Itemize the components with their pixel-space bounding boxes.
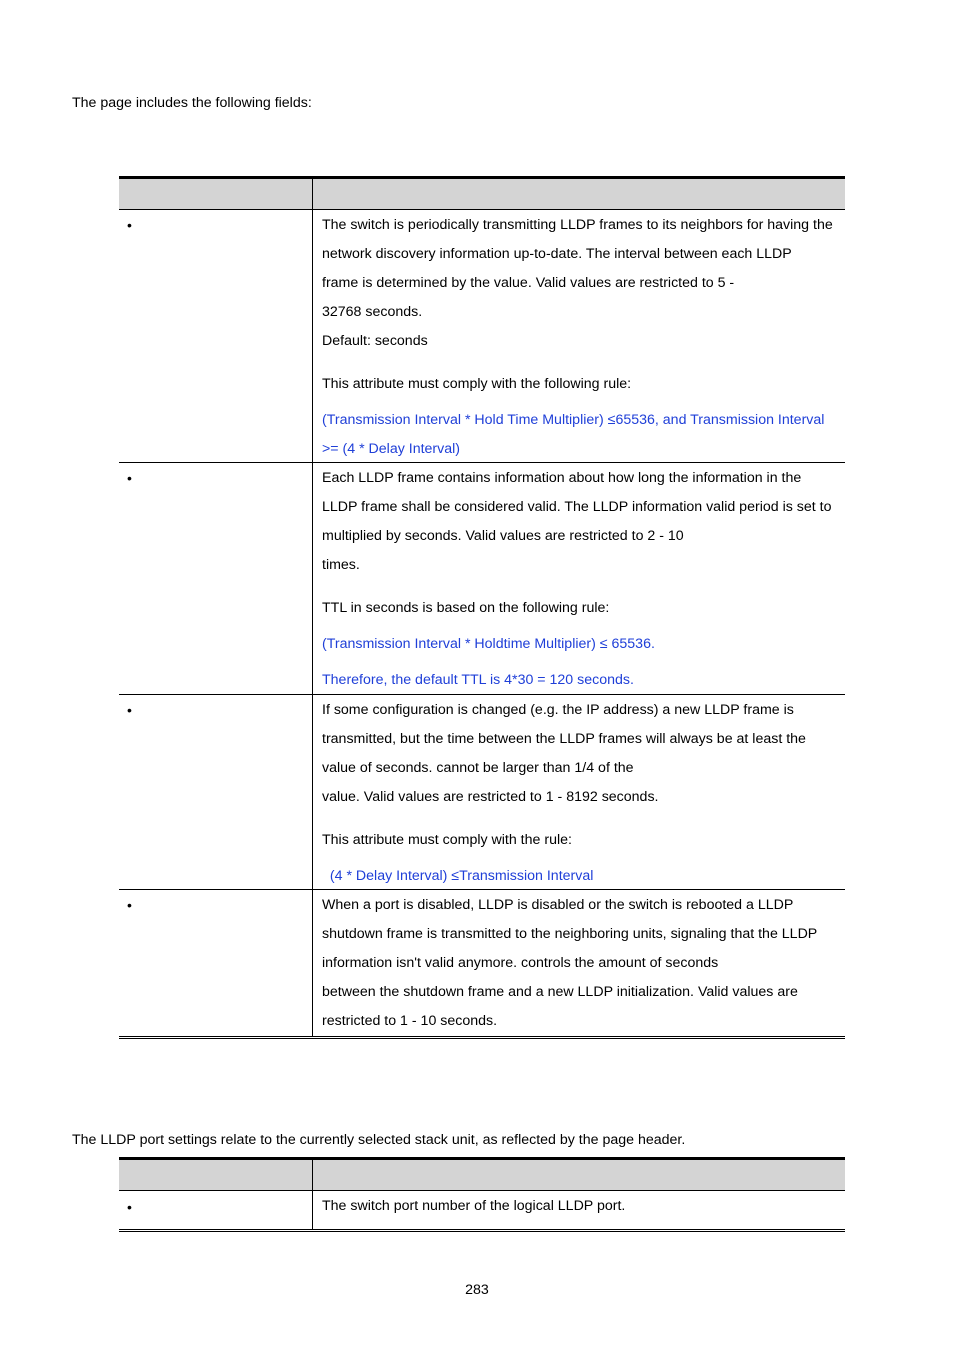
rule-intro: This attribute must comply with the rule:	[322, 832, 572, 848]
page-number: 283	[465, 1282, 489, 1298]
table-row-tx-reinit	[119, 890, 845, 1039]
table-header	[119, 176, 845, 210]
row-bullet: •	[127, 702, 132, 718]
desc-line: frame is determined by the value. Valid values are restricted to 5 -	[322, 275, 735, 291]
desc-line: The switch port number of the logical LLDP port.	[322, 1198, 626, 1214]
desc-line: times.	[322, 557, 360, 573]
desc-line: value. Valid values are restricted to 1 - 8192 seconds.	[322, 789, 659, 805]
table-row-tx-delay	[119, 695, 845, 890]
row-bullet: •	[127, 470, 132, 486]
desc-line: The switch is periodically transmitting LLDP frames to its neighbors for having the	[322, 217, 833, 233]
lldp-parameters-table	[119, 176, 845, 1039]
table-row-hold-multiplier	[119, 463, 845, 695]
rule-intro: TTL in seconds is based on the following rule:	[322, 600, 610, 616]
row-bullet: •	[127, 217, 132, 233]
intro-text: The page includes the following fields:	[72, 95, 312, 111]
row-bullet: •	[127, 1199, 132, 1215]
desc-line: transmitted, but the time between the LLDP frames will always be at least the	[322, 731, 806, 747]
desc-line: shutdown frame is transmitted to the neighboring units, signaling that the LLDP	[322, 926, 818, 942]
rule-text: (4 * Delay Interval) ≤Transmission Interval	[322, 868, 594, 884]
lldp-port-table	[119, 1157, 845, 1232]
port-settings-intro: The LLDP port settings relate to the currently selected stack unit, as reflected by the page header.	[72, 1132, 686, 1148]
desc-line: information isn't valid anymore. controls the amount of seconds	[322, 955, 719, 971]
desc-line: multiplied by seconds. Valid values are restricted to 2 - 10	[322, 528, 684, 544]
row-bullet: •	[127, 897, 132, 913]
desc-line: LLDP frame shall be considered valid. The LLDP information valid period is set to	[322, 499, 832, 515]
table-row-port	[119, 1191, 845, 1232]
rule-text: Therefore, the default TTL is 4*30 = 120 seconds.	[322, 672, 634, 688]
desc-line: value of seconds. cannot be larger than 1/4 of the	[322, 760, 634, 776]
default-line: Default: seconds	[322, 333, 428, 349]
rule-text: >= (4 * Delay Interval)	[322, 441, 460, 457]
table-header	[119, 1157, 845, 1191]
rule-intro: This attribute must comply with the following rule:	[322, 376, 632, 392]
rule-text: (Transmission Interval * Hold Time Multiplier) ≤65536, and Transmission Interval	[322, 412, 825, 428]
desc-line: 32768 seconds.	[322, 304, 423, 320]
table-row-tx-interval	[119, 210, 845, 463]
desc-line: between the shutdown frame and a new LLDP initialization. Valid values are	[322, 984, 798, 1000]
desc-line: When a port is disabled, LLDP is disabled or the switch is rebooted a LLDP	[322, 897, 794, 913]
desc-line: restricted to 1 - 10 seconds.	[322, 1013, 498, 1029]
desc-line: network discovery information up-to-date. The interval between each LLDP	[322, 246, 792, 262]
desc-line: If some configuration is changed (e.g. the IP address) a new LLDP frame is	[322, 702, 794, 718]
desc-line: Each LLDP frame contains information about how long the information in the	[322, 470, 802, 486]
rule-text: (Transmission Interval * Holdtime Multiplier) ≤ 65536.	[322, 636, 655, 652]
